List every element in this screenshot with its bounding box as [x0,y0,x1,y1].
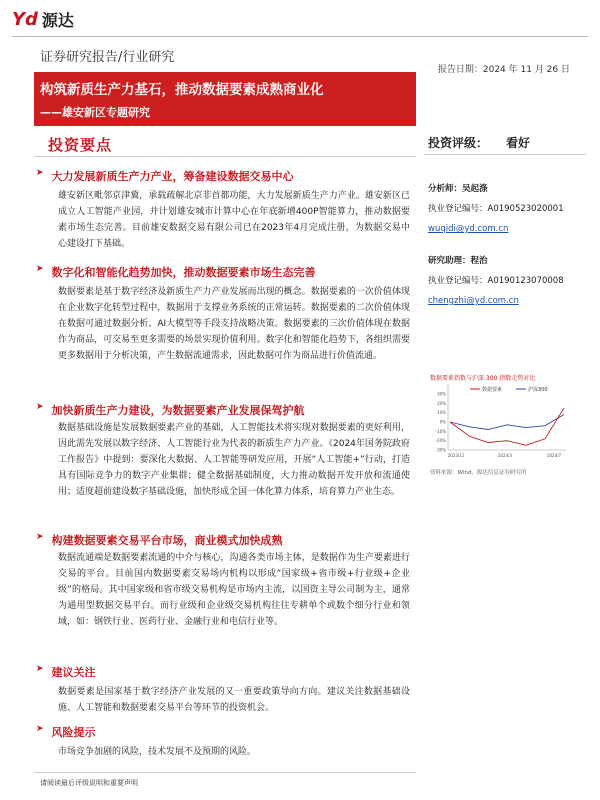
x-tick-label: 2023/11 [447,453,465,458]
analyst-2-name: 研究助理：程治 [428,256,488,266]
y-tick-label: 0% [439,419,446,425]
section-heading-3 [36,402,305,418]
series-line-hs300 [450,415,564,430]
section-heading-text: 数字化和智能化趋势加快，推动数据要素市场生态完善 [51,266,316,279]
section-heading-text: 风险提示 [51,726,96,739]
y-tick-label: -30% [435,447,446,453]
section-heading-4 [36,532,283,548]
analyst-1-reg: 执业登记编号：A0190523020001 [428,204,564,214]
rating-label: 投资评级： [428,136,489,150]
key-points-title: 投资要点 [48,136,113,154]
legend-label-2: 沪深300 [528,387,548,393]
legend-label-1: 数据要素 [482,387,503,393]
section-heading-6 [36,724,96,740]
report-title: 构筑新质生产力基石，推动数据要素成熟商业化 [40,82,324,98]
rating-value: 看好 [506,136,531,150]
section-heading-1 [36,168,294,184]
chart-source: 资料来源：Wind，源达信息证券研究所 [430,470,527,476]
key-points-divider [34,156,416,157]
section-body-1: 雄安新区毗邻京津冀，承载疏解北京非首都功能，大力发展新质生产力产业。雄安新区已成立人工智能产业园，并计划雄安城市计算中心在年底新增400P智能算力，推动数据要素市场生态完善。目前雄安数据交易有限公司已在2023年4月完成注册，为数据交易中心建设打下基础。 [58,191,410,249]
arrow-icon: ➤ [36,168,44,178]
section-heading-5 [36,664,96,680]
y-tick-label: 30% [437,391,446,397]
section-body-2: 数据要素是基于数字经济及新质生产力产业发展而出现的概念。数据要素的一次价值体现在企业数字化转型过程中，数据用于支撑业务系统的正常运转。数据要素的二次价值体现在数据可通过数据分析、AI大模型等手段支持战略决策。数据要素的三次价值体现在数据作为商品，可交易至更多需要的场景实现价值利用。数字化和智能化趋势下，各组织需要更多数据用于分析决策，产生数据流通需求，因此数据可作为商品进行价值流通。 [58,287,410,361]
logo-mark: Yd [12,9,38,30]
section-heading-2 [36,264,316,280]
arrow-icon: ➤ [36,532,44,542]
chart-legend [470,386,548,393]
report-subtitle: ——雄安新区专题研究 [40,106,150,119]
section-body-3: 数据基础设施是发展数据要素产业的基础，人工智能技术将实现对数据要素的更好利用，因此需先发展以数字经济、人工智能行业为代表的新质生产力产业。《2024年国务院政府工作报告》中提到：要深化大数据、人工智能等研发应用，开展“人工智能+”行动，打造具有国际竞争力的数字产业集群；健全数据基础制度，大力推动数据开发开放和流通使用；适度超前建设数字基础设施，加快形成全国一体化算力体系，培育算力产业生态。 [58,423,410,497]
index-chart [430,380,570,462]
y-tick-label: 20% [437,400,446,406]
section-heading-text: 大力发展新质生产力产业，筹备建设数据交易中心 [51,170,294,183]
footer-note: 请阅读最后评级说明和重要声明 [40,779,138,787]
analyst-1-name: 分析师：吴起涤 [428,184,488,194]
report-date: 报告日期：2024 年 11 月 26 日 [437,65,570,75]
y-tick-label: -20% [435,438,446,444]
x-tick-label: 2024/7 [546,453,562,458]
analyst-2 [428,254,564,308]
company-logo [12,8,74,31]
analyst-1 [428,182,564,236]
report-type: 证券研究报告/行业研究 [40,50,175,65]
section-body-4: 数据流通端是数据要素流通的中介与核心，沟通各类市场主体，是数据作为生产要素进行交易的平台。目前国内数据要素交易场内机构以形成“国家级+省市级+行业级+企业级”的格局。其中国家级和省市级交易机构是市场内主流，以国资主导公司制为主，通常为通用型数据交易平台。而行业级和企业级交易机构往往专耕单个或数个细分行业和领域，如：钢铁行业、医药行业、金融行业和电信行业等。 [58,553,410,627]
header-divider [12,36,588,37]
section-heading-text: 建议关注 [51,666,96,679]
investment-rating [428,134,530,151]
section-heading-text: 构建数据要素交易平台市场，商业模式加快成熟 [51,534,283,547]
analyst-2-reg: 执业登记编号：A0190123070008 [428,276,564,286]
rating-divider [424,154,586,155]
section-body-6: 市场竞争加剧的风险，技术发展不及预期的风险。 [58,747,257,757]
section-heading-text: 加快新质生产力建设，为数据要素产业发展保驾护航 [51,404,305,417]
arrow-icon: ➤ [36,402,44,412]
chart-title: 数据要素指数与沪深 300 指数走势对比 [430,375,536,382]
section-body-5: 数据要素是国家基于数字经济产业发展的又一重要政策导向方向。建议关注数据基础设施、人工智能和数据要素交易平台等环节的投资机会。 [58,687,410,713]
arrow-icon: ➤ [36,664,44,674]
logo-text: 源达 [41,11,74,30]
title-banner [34,72,416,126]
y-tick-label: 10% [437,410,446,416]
y-tick-label: -10% [435,428,446,434]
arrow-icon: ➤ [36,264,44,274]
arrow-icon: ➤ [36,724,44,734]
footer-divider [34,772,416,773]
analyst-2-email[interactable]: chengzhi@yd.com.cn [428,296,519,306]
x-tick-label: 2024/3 [497,453,513,458]
analyst-1-email[interactable]: wuqidi@yd.com.cn [428,224,509,234]
